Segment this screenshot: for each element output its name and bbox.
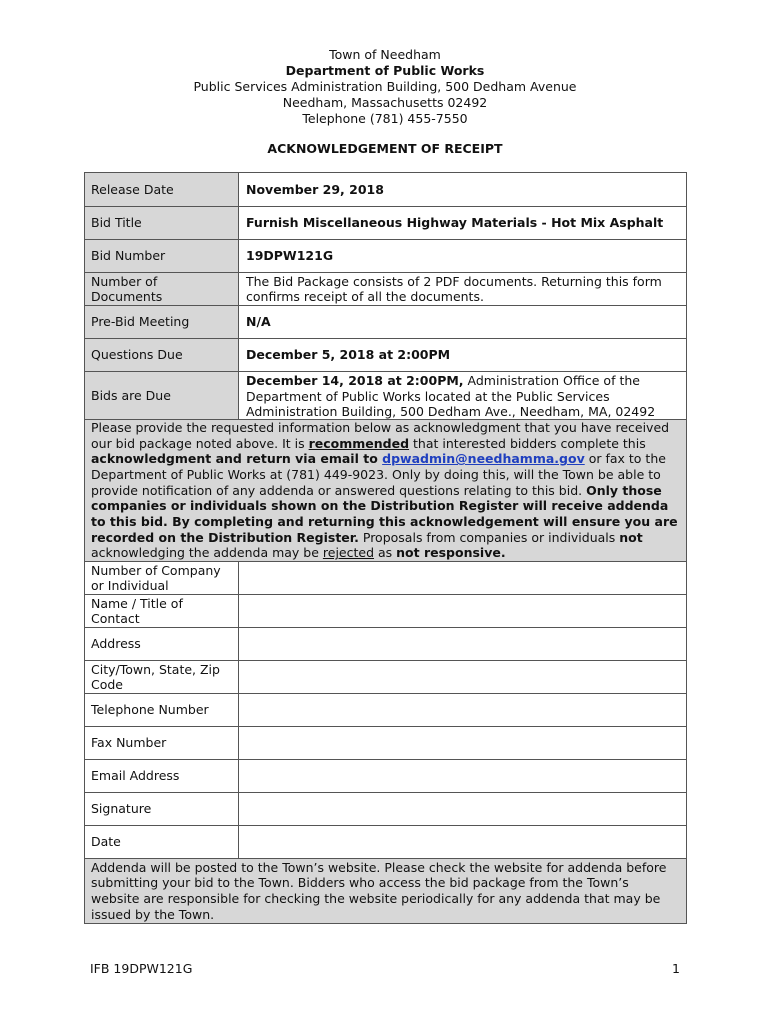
row-fax: [85, 727, 686, 760]
header-city: Needham, Massachusetts 02492: [282, 95, 488, 110]
row-bids-due: [85, 372, 686, 420]
fax-label: Fax Number: [85, 727, 239, 759]
bids-due-label: Bids are Due: [85, 372, 239, 419]
release-date-label: Release Date: [85, 173, 239, 206]
company-field[interactable]: [239, 562, 686, 594]
address-label: Address: [85, 628, 239, 660]
address-field[interactable]: [239, 628, 686, 660]
row-company: [85, 562, 686, 595]
header-building: Public Services Administration Building, 500 Dedham Avenue: [193, 79, 577, 94]
row-date: [85, 826, 686, 859]
row-bid-number: [85, 240, 686, 273]
email-label: Email Address: [85, 760, 239, 792]
row-bid-title: [85, 207, 686, 240]
city-label: City/Town, State, Zip Code: [85, 661, 239, 693]
row-city: [85, 661, 686, 694]
contact-field[interactable]: [239, 595, 686, 627]
row-signature: [85, 793, 686, 826]
instructions-rejected: rejected: [322, 545, 375, 561]
instructions-return-email: acknowledgment and return via email to: [91, 451, 383, 467]
telephone-label: Telephone Number: [85, 694, 239, 726]
number-of-documents-value: The Bid Package consists of 2 PDF documents. Returning this form confirms receipt of all the documents.: [246, 273, 662, 304]
bid-title-value: Furnish Miscellaneous Highway Materials - Hot Mix Asphalt: [246, 215, 664, 231]
row-pre-bid-meeting: [85, 306, 686, 339]
addenda-note-text: Addenda will be posted to the Town’s website. Please check the website for addenda before submitting your bid to the Town. Bidders who access the bid package from the Town’s website are responsible for checking the website periodically for any addenda that may be issued by the Town.: [91, 859, 667, 922]
instructions-text: [91, 420, 680, 561]
row-contact: [85, 595, 686, 628]
row-questions-due: [85, 339, 686, 372]
footer-ifb: IFB 19DPW121G: [90, 961, 193, 976]
email-link[interactable]: dpwadmin@needhamma.gov: [382, 451, 585, 467]
email-field[interactable]: [239, 760, 686, 792]
header-telephone: Telephone (781) 455-7550: [302, 111, 468, 126]
release-date-value: November 29, 2018: [246, 181, 384, 197]
signature-field[interactable]: [239, 793, 686, 825]
telephone-field[interactable]: [239, 694, 686, 726]
header-department: Department of Public Works: [285, 63, 485, 78]
number-of-documents-label: Number of Documents: [85, 273, 239, 305]
pre-bid-meeting-value: N/A: [246, 314, 271, 330]
instructions-part: that interested bidders complete this: [409, 435, 646, 451]
row-address: [85, 628, 686, 661]
bids-due-value: [239, 372, 686, 419]
header-town: Town of Needham: [329, 47, 441, 62]
instructions-part: Proposals from companies or individuals: [358, 529, 620, 545]
row-release-date: [85, 173, 686, 207]
instructions-part: or fax to the Department of Public Works at (781) 449-9023. Only by doing this, will the Town be able to provide notification of any addenda or answered questions relating to this bid.: [91, 451, 666, 498]
bid-number-label: Bid Number: [85, 240, 239, 272]
page-title: ACKNOWLEDGEMENT OF RECEIPT: [267, 141, 503, 156]
bid-number-value: 19DPW121G: [246, 248, 334, 264]
instructions-block: [85, 420, 686, 562]
instructions-part: Please provide the requested information below as acknowledgment that you have received our bid package noted above. It is: [91, 419, 670, 451]
date-field[interactable]: [239, 826, 686, 858]
city-field[interactable]: [239, 661, 686, 693]
instructions-distribution-register: Only those companies or individuals shown on the Distribution Register will receive addenda to this bid. By completing and returning this acknowledgement will ensure you are recorded on the Distribution Register.: [91, 482, 678, 545]
page-number: 1: [672, 961, 680, 976]
addenda-note: [85, 859, 686, 923]
company-label: Number of Company or Individual: [85, 562, 239, 594]
acknowledgement-form: [84, 172, 687, 924]
pre-bid-meeting-label: Pre-Bid Meeting: [85, 306, 239, 338]
row-number-of-documents: [85, 273, 686, 306]
contact-label: Name / Title of Contact: [85, 595, 239, 627]
questions-due-value: December 5, 2018 at 2:00PM: [246, 347, 451, 363]
instructions-recommended: recommended: [308, 435, 410, 451]
instructions-not-responsive: not responsive.: [396, 545, 506, 561]
instructions-part: acknowledging the addenda may be: [91, 545, 323, 561]
bids-due-date: December 14, 2018 at 2:00PM,: [246, 373, 464, 388]
bids-due-location: Administration Office of the Department of Public Works located at the Public Services Administration Building, 500 Dedham Ave., Needham, MA, 02492: [246, 373, 656, 419]
bid-title-label: Bid Title: [85, 207, 239, 239]
fax-field[interactable]: [239, 727, 686, 759]
row-telephone: [85, 694, 686, 727]
instructions-not: not: [619, 529, 643, 545]
signature-label: Signature: [85, 793, 239, 825]
row-email: [85, 760, 686, 793]
questions-due-label: Questions Due: [85, 339, 239, 371]
date-label: Date: [85, 826, 239, 858]
instructions-part: as: [374, 545, 397, 561]
